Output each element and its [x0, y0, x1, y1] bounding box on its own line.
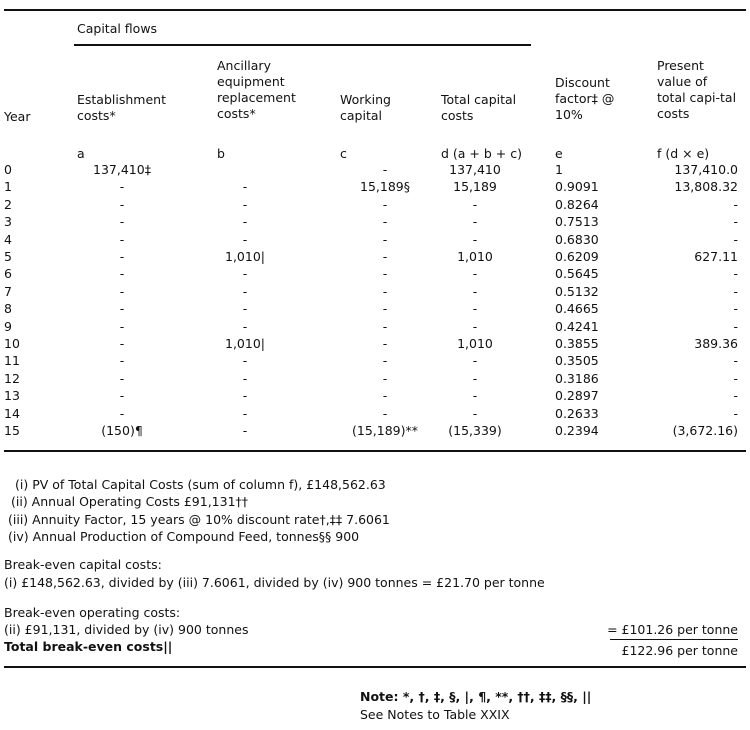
cell-year: 7 — [4, 283, 12, 299]
cell-b: - — [242, 231, 248, 247]
cell-d: - — [472, 318, 478, 334]
cell-e: 0.2897 — [555, 388, 599, 404]
table-bottom-rule — [4, 450, 746, 452]
cell-year: 4 — [4, 231, 12, 247]
cell-f: - — [733, 318, 738, 334]
cell-year: 10 — [4, 336, 20, 351]
table-row — [0, 406, 750, 422]
table-row — [0, 423, 750, 439]
cell-b: - — [242, 301, 248, 317]
cell-d: 1,010 — [457, 249, 493, 264]
cell-b: - — [242, 318, 248, 334]
cell-f: (3,672.16) — [672, 423, 738, 438]
cell-a: 137,410‡ — [93, 162, 151, 177]
bottom-rule — [4, 666, 746, 668]
header-establishment: Establishment costs* — [77, 92, 166, 123]
table-row — [0, 266, 750, 282]
cell-e: 0.3855 — [555, 336, 599, 351]
cell-year: 11 — [4, 353, 20, 369]
cell-c: - — [382, 249, 388, 264]
summary-annuity: (iii) Annuity Factor, 15 years @ 10% discount rate†,‡‡ 7.6061 — [8, 512, 390, 527]
cell-e: 0.3186 — [555, 370, 599, 386]
cell-a: - — [119, 301, 125, 317]
cell-b: - — [242, 353, 248, 369]
cell-f: - — [733, 370, 738, 386]
cell-d: - — [472, 231, 478, 247]
col-letter-a: a — [77, 146, 85, 161]
cell-b: 1,010| — [225, 249, 265, 264]
cell-f: 13,808.32 — [674, 179, 738, 195]
cell-c: - — [382, 336, 388, 351]
cell-e: 0.6209 — [555, 249, 599, 264]
col-letter-c: c — [340, 146, 347, 161]
total-label: Total break-even costs|| — [4, 639, 173, 654]
col-letter-f: f (d × e) — [657, 146, 710, 161]
cell-b: - — [242, 388, 248, 404]
cell-a: - — [119, 214, 125, 230]
total-value: £122.96 per tonne — [621, 643, 738, 658]
summary-pv: (i) PV of Total Capital Costs (sum of column f), £148,562.63 — [15, 477, 386, 492]
cell-b: 1,010| — [225, 336, 265, 351]
note-symbols: Note: *, †, ‡, §, |, ¶, **, ††, ‡‡, §§, || — [360, 689, 592, 704]
cell-a: - — [119, 196, 125, 212]
table-row — [0, 284, 750, 300]
cell-d: 15,189 — [453, 179, 497, 195]
column-letters-row — [0, 146, 750, 162]
cell-e: 0.4665 — [555, 301, 599, 317]
cell-a: - — [119, 388, 125, 404]
cell-c: - — [382, 266, 388, 282]
cell-a: - — [119, 336, 125, 351]
top-rule — [4, 9, 746, 11]
cell-e: 0.5132 — [555, 283, 599, 299]
cell-b: - — [242, 370, 248, 386]
cell-year: 2 — [4, 196, 12, 212]
cell-d: - — [472, 266, 478, 282]
cell-d: - — [472, 301, 478, 317]
cell-d: - — [472, 196, 478, 212]
operating-value-rule — [610, 639, 738, 640]
cell-d: 137,410 — [449, 162, 501, 177]
cell-e: 0.5645 — [555, 266, 599, 282]
header-year: Year — [4, 109, 31, 124]
cell-c: - — [382, 283, 388, 299]
cell-year: 14 — [4, 405, 20, 421]
cell-d: 1,010 — [457, 336, 493, 351]
cell-e: 0.8264 — [555, 196, 599, 212]
header-present-value: Present value of total capi-tal costs — [657, 58, 737, 121]
table-row — [0, 336, 750, 352]
cell-a: - — [119, 179, 125, 195]
cell-c: 15,189§ — [360, 179, 410, 195]
cell-f: 389.36 — [694, 336, 738, 351]
cell-a: - — [119, 283, 125, 299]
capital-flows-rule — [74, 44, 531, 46]
cell-d: - — [472, 283, 478, 299]
cell-c: - — [382, 405, 388, 421]
header-discount-factor: Discount factor‡ @ 10% — [555, 75, 615, 122]
table-row — [0, 179, 750, 195]
breakeven-operating-calc: (ii) £91,131, divided by (iv) 900 tonnes — [4, 622, 249, 637]
cell-b: - — [242, 283, 248, 299]
cell-e: 0.6830 — [555, 231, 599, 247]
cell-e: 0.2633 — [555, 405, 599, 421]
cell-a: - — [119, 249, 125, 264]
table-row — [0, 353, 750, 369]
cell-f: - — [733, 388, 738, 404]
cell-f: - — [733, 196, 738, 212]
cell-d: (15,339) — [448, 423, 502, 438]
cell-a: - — [119, 318, 125, 334]
table-row — [0, 388, 750, 404]
cell-e: 0.3505 — [555, 353, 599, 369]
cell-f: - — [733, 301, 738, 317]
table-row — [0, 197, 750, 213]
cell-f: - — [733, 405, 738, 421]
header-total-capital: Total capital costs — [441, 92, 517, 123]
cell-year: 15 — [4, 423, 20, 438]
cell-a: - — [119, 353, 125, 369]
cell-f: - — [733, 214, 738, 230]
cell-b: - — [242, 405, 248, 421]
breakeven-operating-value: = £101.26 per tonne — [607, 622, 738, 637]
table-row — [0, 319, 750, 335]
cell-f: - — [733, 283, 738, 299]
cell-year: 9 — [4, 318, 12, 334]
breakeven-capital-title: Break-even capital costs: — [4, 557, 162, 572]
col-letter-e: e — [555, 146, 563, 161]
cell-b: - — [242, 196, 248, 212]
col-letter-b: b — [217, 146, 225, 161]
breakeven-capital-calc: (i) £148,562.63, divided by (iii) 7.6061, divided by (iv) 900 tonnes = £21.70 per tonne — [4, 575, 545, 590]
cell-year: 5 — [4, 249, 12, 264]
cell-f: 627.11 — [694, 249, 738, 264]
cell-d: - — [472, 405, 478, 421]
cell-d: - — [472, 370, 478, 386]
breakeven-operating-title: Break-even operating costs: — [4, 605, 181, 620]
cell-year: 6 — [4, 266, 12, 282]
cell-a: (150)¶ — [101, 423, 143, 438]
header-working-capital: Working capital — [340, 92, 391, 123]
summary-production: (iv) Annual Production of Compound Feed, tonnes§§ 900 — [8, 529, 360, 544]
cell-d: - — [472, 214, 478, 230]
cell-b: - — [242, 266, 248, 282]
cell-c: - — [382, 214, 388, 230]
table-row — [0, 301, 750, 317]
cell-c: - — [382, 162, 388, 177]
col-letter-d: d (a + b + c) — [441, 146, 522, 161]
cell-a: - — [119, 231, 125, 247]
cell-year: 1 — [4, 179, 12, 195]
cell-c: - — [382, 196, 388, 212]
table-row — [0, 371, 750, 387]
cell-c: - — [382, 318, 388, 334]
cell-f: - — [733, 266, 738, 282]
table-row — [0, 232, 750, 248]
cell-f: - — [733, 353, 738, 369]
cell-year: 0 — [4, 162, 12, 177]
table-row — [0, 214, 750, 230]
capital-flows-header: Capital flows — [77, 21, 158, 36]
cell-year: 12 — [4, 370, 20, 386]
cell-e: 0.9091 — [555, 179, 599, 195]
summary-operating: (ii) Annual Operating Costs £91,131†† — [11, 494, 249, 509]
cell-c: - — [382, 370, 388, 386]
table-row — [0, 162, 750, 178]
cell-year: 13 — [4, 388, 20, 404]
cell-a: - — [119, 405, 125, 421]
cell-d: - — [472, 353, 478, 369]
cell-year: 3 — [4, 214, 12, 230]
cell-c: - — [382, 301, 388, 317]
cell-c: - — [382, 353, 388, 369]
cell-f: 137,410.0 — [674, 162, 738, 177]
cell-d: - — [472, 388, 478, 404]
cell-c: - — [382, 231, 388, 247]
cell-e: 0.7513 — [555, 214, 599, 230]
cell-year: 8 — [4, 301, 12, 317]
cell-e: 1 — [555, 162, 563, 177]
cell-b: - — [242, 214, 248, 230]
cell-c: (15,189)** — [352, 423, 418, 438]
cell-b: - — [242, 423, 248, 438]
cell-f: - — [733, 231, 738, 247]
note-see-table: See Notes to Table XXIX — [360, 707, 510, 722]
cell-e: 0.4241 — [555, 318, 599, 334]
table-row — [0, 249, 750, 265]
cell-c: - — [382, 388, 388, 404]
cell-a: - — [119, 370, 125, 386]
cell-b: - — [242, 179, 248, 195]
cell-a: - — [119, 266, 125, 282]
header-ancillary: Ancillary equipment replacement costs* — [217, 58, 296, 121]
cell-e: 0.2394 — [555, 423, 599, 438]
